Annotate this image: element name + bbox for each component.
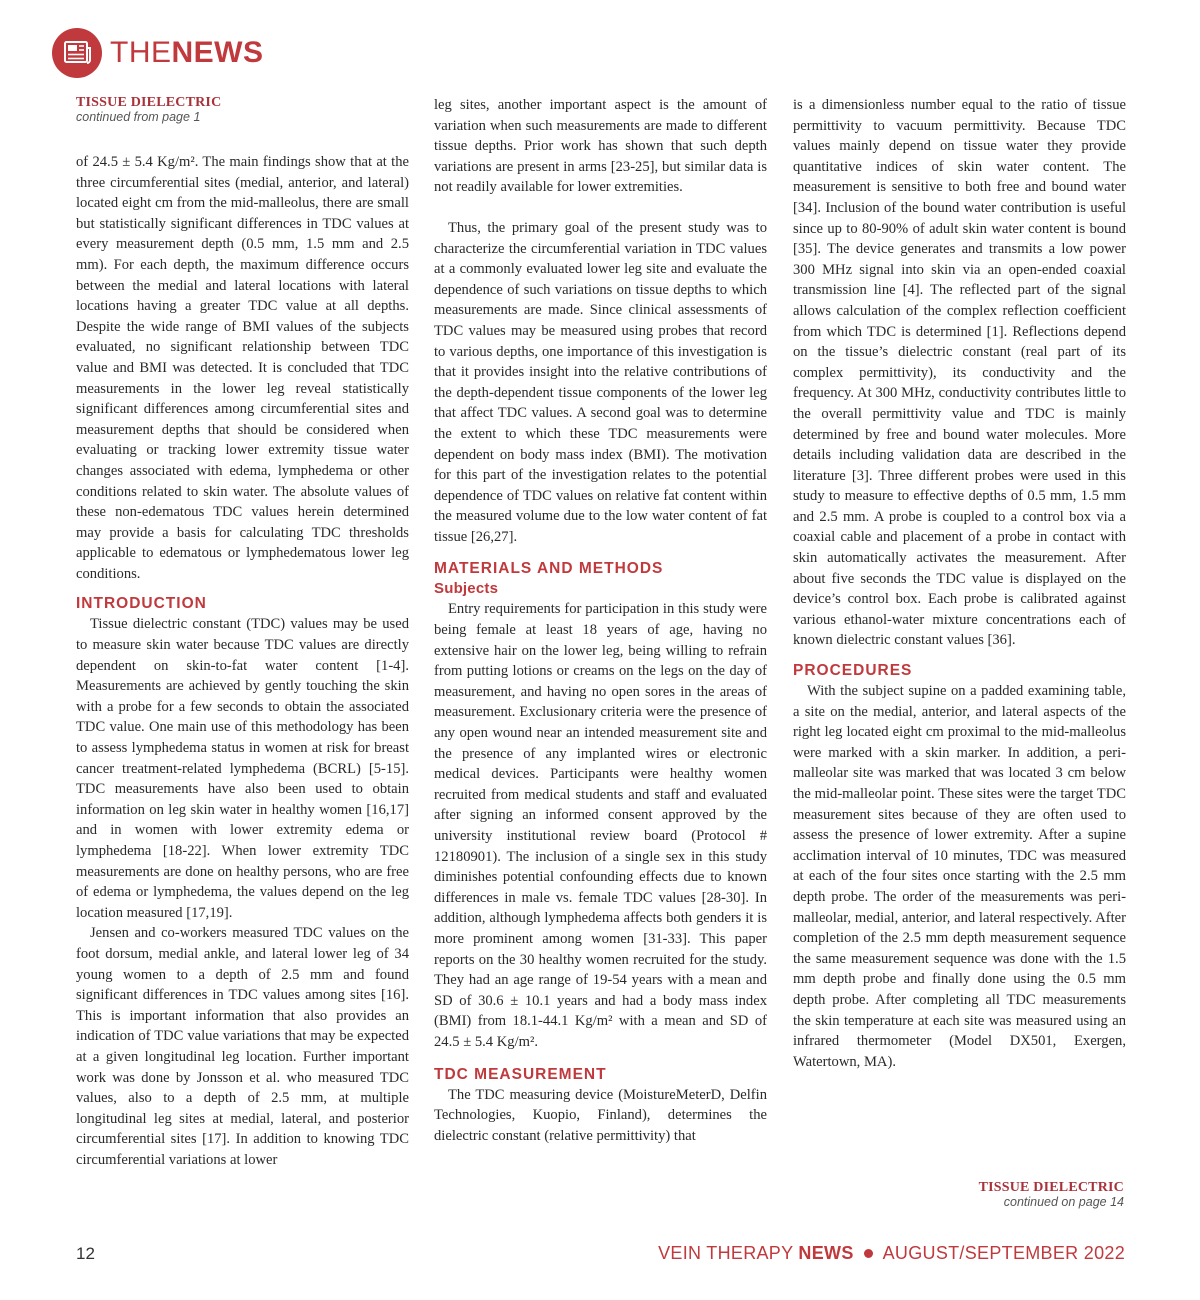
kicker-title: TISSUE DIELECTRIC (978, 1180, 1124, 1195)
column-3 (793, 95, 1126, 1072)
tdc-measurement-paragraph: The TDC measuring device (MoistureMeterD, Delfin Technologies, Kuopio, Finland), determines the dielectric constant (relative permittivity) that (434, 1086, 767, 1144)
newspaper-logo-icon (52, 28, 102, 78)
intro-paragraph-3: leg sites, another important aspect is the amount of variation when such measurements are made to different tissue depths. Prior work has shown that such depth variations are present in arms [23-25], but similar data is not readily available for lower extremities. (434, 97, 767, 196)
procedures-paragraph: With the subject supine on a padded examining table, a site on the medial, anterior, and lateral aspects of the right leg located eight cm proximal to the mid-malleolus were marked with a skin marker. In addition, a peri-malleolar site was marked that was located 3 cm below the mid-malleolar point. These sites were the target TDC measurement sites because of they are often used to assess the presence of lower extremity. After a supine acclimation interval of 10 minutes, TDC was measured at each of the four sites once starting with the 2.5 mm depth probe. The order of the measurements was peri-malleolar, medial, anterior, and lateral respectively. After completion of the 2.5 mm depth measurement sequence the same measurement sequence was done with the 1.5 mm depth probe and finally done using the 0.5 mm depth probe. After completing all TDC measurements the skin temperature at each site was measured using an infrared thermometer (Model DX501, Exergen, Watertown, MA). (793, 683, 1126, 1070)
bullet-separator-icon (864, 1249, 873, 1258)
page-number: 12 (76, 1244, 95, 1263)
continued-from-kicker (76, 95, 409, 125)
abstract-paragraph: of 24.5 ± 5.4 Kg/m². The main findings show that at the three circumferential sites (medial, anterior, and lateral) located eight cm from the mid-malleolus, there are small but statistically significant differences in TDC values at every measurement depth (0.5 mm, 1.5 mm and 2.5 mm). For each depth, the maximum difference occurs between the medial and lateral locations with lateral locations having a greater TDC value at all depths. Despite the wide range of BMI values of the subjects evaluated, no significant relationship between TDC value and BMI was detected. It is concluded that TDC measurements in the lower leg reveal statistically significant differences among circumferential sites and measurement depths that should be considered when evaluating or tracking lower extremity tissue water changes associated with edema, lymphedema or other conditions related to skin water. The absolute values of these non-edematous TDC values herein determined may provide a basis for calculating TDC thresholds applicable to edematous or lymphedematous lower leg conditions. (76, 154, 409, 582)
publication-name-bold: NEWS (798, 1243, 854, 1263)
masthead (52, 28, 264, 78)
issue-date: AUGUST/SEPTEMBER 2022 (882, 1243, 1125, 1263)
intro-paragraph-2: Jensen and co-workers measured TDC values on the foot dorsum, medial ankle, and lateral lower leg of 34 young women to a depth of 2.5 mm and found significant differences in TDC values among sites [16]. This is important information that also provides an indication of TDC value variations that may be expected at a given longitudinal leg location. Further important work was done by Jonsson et al. who measured TDC values, also to a depth of 2.5 mm, at multiple longitudinal leg sites at medial, lateral, and posterior circumferential sites [17]. In addition to knowing TDC circumferential variations at lower (76, 925, 409, 1168)
heading-materials-methods: MATERIALS AND METHODS (434, 560, 664, 578)
continued-on-kicker (900, 1180, 1124, 1210)
kicker-subtitle: continued on page 14 (1003, 1195, 1124, 1209)
goals-paragraph: Thus, the primary goal of the present study was to characterize the circumferential variation in TDC values at a commonly evaluated lower leg site and evaluate the dependence of such variations on tissue depths to which measurements are made. Since clinical assessments of TDC values may be measured using probes that record to various depths, one importance of this investigation is that it provides insight into the relative contributions of the depth-dependent tissue components of the lower leg that affect TDC values. A second goal was to determine the extent to which these TDC measurements were dependent on body mass index (BMI). The motivation for this part of the investigation relates to the potential dependence of TDC values on relative fat content within the measured volume due to the low water content of fat tissue [26,27]. (434, 219, 767, 545)
kicker-subtitle: continued from page 1 (76, 110, 201, 124)
publication-name: VEIN THERAPY (658, 1243, 794, 1263)
heading-tdc-measurement: TDC MEASUREMENT (434, 1065, 607, 1083)
kicker-title: TISSUE DIELECTRIC (76, 95, 222, 110)
device-paragraph: is a dimensionless number equal to the ratio of tissue permittivity to vacuum permittivity. Because TDC values mainly depend on tissue water they provide quantitative indices of skin water content. The measurement is sensitive to both free and bound water [34]. Inclusion of the bound water contribution is useful since up to 80-90% of adult skin water content is bound [35]. The device generates and transmits a low power 300 MHz signal into skin via an open-ended coaxial transmission line [4]. The reflected part of the signal allows calculation of the complex reflection coefficient from which TDC is determined [1]. Reflections depend on the tissue’s dielectric constant (real part of its complex permittivity), its conductivity and the frequency. At 300 MHz, conductivity contributes little to the overall permittivity value and TDC is mainly determined by free and bound water molecules. More details including validation data are described in the literature [3]. Three different probes were used in this study to measure to effective depths of 0.5 mm, 1.5 mm and 2.5 mm. A probe is coupled to a control box via a coaxial cable and placement of a probe in contact with skin automatically activates the measurement. After about five seconds the TDC value is displayed on the device’s control box. Each probe is calibrated against various ethanol-water mixture concentrations each of known dielectric constant values [36]. (793, 97, 1126, 649)
subheading-subjects: Subjects (434, 580, 499, 598)
heading-procedures: PROCEDURES (793, 662, 913, 680)
masthead-bold: NEWS (171, 36, 264, 69)
publication-footer (658, 1243, 1125, 1264)
masthead-prefix: THE (110, 36, 172, 69)
subjects-paragraph: Entry requirements for participation in this study were being female at least 18 years of age, having no extensive hair on the lower leg, being willing to refrain from putting lotions or creams on the legs on the day of measurement, and having no open sores in the areas of measurement. Exclusionary criteria were the presence of any open wound near an intended measurement site and the presence of any implanted wires or electronic medical devices. Participants were healthy women recruited from medical students and staff and evaluated after signing an informed consent approved by the university institutional review board (Protocol # 12180901). The inclusion of a single sex in this study diminishes potential confounding effects due to known differences in male vs. female TDC values [28-30]. In addition, although lymphedema affects both genders it is more prominent among women [31-33]. This paper reports on the 30 healthy women recruited for the study. They had an age range of 19-54 years with a mean and SD of 30.6 ± 10.1 years and had a body mass index (BMI) from 18.1-44.1 Kg/m² with a mean and SD of 24.5 ± 5.4 Kg/m². (434, 601, 767, 1050)
column-2 (434, 95, 767, 1146)
heading-introduction: INTRODUCTION (76, 595, 207, 613)
masthead-title (110, 38, 264, 68)
intro-paragraph-1: Tissue dielectric constant (TDC) values may be used to measure skin water because TDC values are directly dependent on skin-to-fat water content [1-4]. Measurements are achieved by gently touching the skin with a probe for a few seconds to obtain the associated TDC value. One main use of this methodology has been to assess lymphedema status in women at risk for breast cancer treatment-related lymphedema (BCRL) [5-15]. TDC measurements have also been used to obtain information on leg skin water in healthy women [16,17] and in women with lower extremity edema or lymphedema [18-22]. When lower extremity TDC measurements are done on healthy persons, who are free of edema or lymphedema, the values depend on the leg location measured [17,19]. (76, 616, 409, 921)
column-1 (76, 95, 409, 1171)
